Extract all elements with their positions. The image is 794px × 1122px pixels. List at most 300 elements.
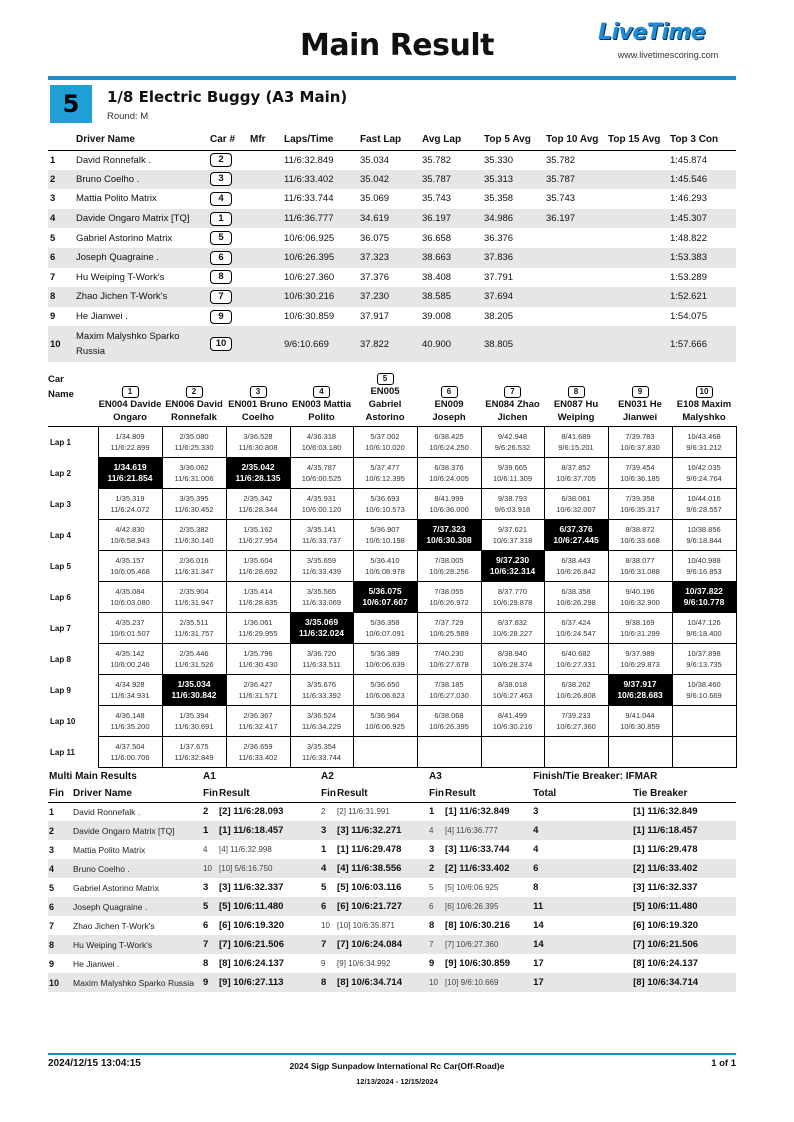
driver-column-name: EN009 Joseph — [432, 399, 466, 423]
avg-lap: 36.197 — [420, 209, 482, 229]
lap-total-time: 9/6:31.212 — [686, 443, 722, 452]
event-name: 2024 Sigp Sunpadow International Rc Car(Off-Road)e — [289, 1061, 505, 1071]
lap-total-time: 11/6:30.430 — [238, 660, 278, 669]
lap-total-time: 9/6:28.557 — [686, 505, 722, 514]
lap-cell — [544, 644, 608, 675]
lap-total-time: 10/6:32.900 — [620, 598, 660, 607]
lap-total-time: 11/6:35.200 — [110, 722, 150, 731]
lap-cell — [672, 427, 736, 458]
lap-total-time: 11/6:33.069 — [301, 598, 342, 607]
lap-pos-time: 2/35.042 — [241, 462, 275, 472]
lap-cell — [226, 613, 290, 644]
lap-total-time: 10/6:03.180 — [301, 443, 342, 452]
lap-cell — [417, 458, 481, 489]
lap-pos-time: 1/35.319 — [115, 494, 145, 503]
driver-column-name: EN001 Bruno Coelho — [228, 399, 288, 423]
a3-finish: 3 — [429, 844, 435, 855]
lap-cell — [417, 489, 481, 520]
lap-pos-time: 8/37.770 — [497, 587, 528, 596]
car-number-cell — [208, 307, 248, 327]
table-row — [48, 170, 736, 190]
lap-row — [48, 737, 736, 768]
final-position: 8 — [48, 935, 72, 954]
col-avg-lap: Avg Lap — [420, 130, 482, 150]
lap-pos-time: 9/37.989 — [625, 649, 655, 658]
lap-pos-time: 5/36.650 — [370, 680, 400, 689]
race-round: Round: M — [107, 111, 149, 122]
car-number-cell — [208, 268, 248, 288]
table-row — [48, 802, 736, 821]
lap-pos-time: 3/36.062 — [179, 463, 209, 472]
multi-main-header — [48, 785, 736, 802]
lap-total-time: 10/6:27.030 — [429, 691, 469, 700]
table-row — [48, 859, 736, 878]
lap-cell — [672, 675, 736, 706]
driver-column-header — [162, 372, 226, 427]
lap-pos-time: 8/38.077 — [625, 556, 655, 565]
lap-pos-time: 4/35.084 — [115, 587, 145, 596]
driver-column-header — [226, 372, 290, 427]
lap-cell — [290, 706, 353, 737]
lap-pos-time: 5/36.410 — [370, 556, 400, 565]
lap-cell — [544, 737, 608, 768]
multi-main-title-row — [48, 768, 736, 785]
col-a2-fin: Fin — [320, 785, 336, 802]
lap-total-time: 10/6:25.589 — [429, 629, 469, 638]
fast-lap: 37.917 — [360, 311, 390, 323]
driver-name: Gabriel Astorino Matrix — [73, 882, 159, 893]
event-dates: 12/13/2024 - 12/15/2024 — [356, 1077, 438, 1086]
driver-name: Bruno Coelho . — [74, 170, 208, 190]
car-number: 4 — [313, 386, 330, 398]
lap-total-time: 10/6:31.088 — [620, 567, 660, 576]
top5-avg: 35.330 — [484, 154, 514, 166]
tie-breaker: [3] 11/6:32.337 — [633, 882, 698, 893]
a3-result: [2] 11/6:33.402 — [444, 859, 532, 878]
table-row — [48, 307, 736, 327]
lap-total-time: 10/6:00.525 — [301, 474, 342, 483]
lap-total-time: 10/6:26.395 — [429, 722, 469, 731]
lap-times-table — [48, 372, 737, 768]
lap-cell — [353, 551, 417, 582]
driver-name: Zhao Jichen T-Work's — [73, 920, 155, 931]
multi-main-title: Multi Main Results — [49, 771, 137, 782]
lap-total-time: 10/6:06.639 — [365, 660, 405, 669]
main-results-header — [48, 130, 736, 150]
a1-result: [1] 11/6:18.457 — [218, 821, 320, 840]
lap-total-time: 11/6:33.737 — [301, 536, 342, 545]
lap-row — [48, 489, 736, 520]
a3-result: [3] 11/6:33.744 — [445, 844, 510, 855]
final-position: 1 — [49, 806, 55, 817]
lap-pos-time: 2/35.080 — [179, 432, 209, 441]
top15-avg — [606, 326, 668, 362]
lap-label: Lap 6 — [50, 592, 71, 602]
lap-cell — [98, 458, 162, 489]
lap-cell — [481, 706, 544, 737]
lap-pos-time: 4/35.237 — [115, 618, 145, 627]
manufacturer — [248, 228, 282, 248]
lap-pos-time: 6/38.358 — [561, 587, 591, 596]
lap-total-time: 10/6:27.331 — [556, 660, 596, 669]
lap-cell — [162, 489, 226, 520]
lap-pos-time: 2/36.659 — [243, 742, 273, 751]
lap-pos-time: 7/39.358 — [625, 494, 655, 503]
table-row — [48, 840, 736, 859]
lap-total-time: 10/6:26.808 — [556, 691, 596, 700]
laps-time: 11/6:36.777 — [282, 209, 358, 229]
top5-avg: 35.358 — [484, 193, 514, 205]
lap-row — [48, 582, 736, 613]
lap-total-time: 10/6:36.000 — [429, 505, 469, 514]
lap-cell — [481, 489, 544, 520]
a2-result: [2] 11/6:31.991 — [337, 807, 390, 817]
car-number: 8 — [568, 386, 585, 398]
lap-total-time: 10/6:36.185 — [620, 474, 660, 483]
a3-finish: 9 — [429, 958, 435, 969]
finish-position: 8 — [48, 287, 74, 307]
lap-total-time: 10/6:26.842 — [556, 567, 596, 576]
lap-cell — [98, 520, 162, 551]
fast-lap: 35.034 — [360, 154, 390, 166]
lap-pos-time: 6/37.424 — [561, 618, 591, 627]
lap-total-time: 9/6:16.853 — [686, 567, 722, 576]
a2-result: [3] 11/6:32.271 — [336, 821, 428, 840]
a2-finish: 4 — [320, 859, 336, 878]
lap-total-time: 9/6:13.735 — [686, 660, 722, 669]
manufacturer — [248, 268, 282, 288]
lap-total-time: 11/6:31.571 — [238, 691, 278, 700]
lap-pos-time: 2/36.427 — [243, 680, 273, 689]
lap-row — [48, 551, 736, 582]
col-a1-fin: Fin — [202, 785, 218, 802]
driver-column-header — [672, 372, 736, 427]
lap-total-time: 10/6:31.299 — [620, 629, 660, 638]
lap-cell — [353, 706, 417, 737]
lap-pos-time: 6/37.376 — [559, 524, 593, 534]
lap-pos-time: 10/38.460 — [687, 680, 721, 689]
car-number: 6 — [441, 386, 458, 398]
lap-total-time: 11/6:30.842 — [171, 690, 217, 700]
driver-column-name: EN005 Gabriel Astorino — [365, 386, 405, 423]
lap-pos-time: 2/35.382 — [179, 525, 209, 534]
total-points: 4 — [533, 844, 539, 855]
finish-position: 3 — [50, 193, 56, 205]
top5-avg: 38.205 — [484, 311, 514, 323]
a3-finish: 6 — [428, 897, 444, 916]
lap-cell — [353, 644, 417, 675]
top3-con: 1:53.289 — [670, 271, 707, 283]
lap-total-time: 11/6:31.526 — [174, 660, 214, 669]
driver-name: Maxim Malyshko Sparko Russia — [74, 326, 208, 362]
lap-total-time: 10/6:24.005 — [429, 474, 469, 483]
lap-pos-time: 2/35.904 — [179, 587, 209, 596]
lap-label: Lap 10 — [50, 716, 76, 726]
a3-result: [4] 11/6:36.777 — [444, 821, 532, 840]
laps-time: 10/6:27.360 — [284, 271, 335, 283]
tie-breaker: [8] 10/6:24.137 — [633, 958, 699, 969]
top15-avg — [606, 170, 668, 190]
lap-total-time: 11/6:22.899 — [110, 443, 150, 452]
lap-total-time: 10/6:37.830 — [620, 443, 660, 452]
lap-pos-time: 8/41.999 — [434, 494, 464, 503]
lap-pos-time: 9/42.948 — [497, 432, 528, 441]
lap-cell — [417, 582, 481, 613]
lap-cell — [226, 706, 290, 737]
lap-pos-time: 6/40.682 — [561, 649, 591, 658]
lap-total-time: 10/6:29.878 — [492, 598, 533, 607]
lap-total-time: 11/6:34.931 — [110, 691, 150, 700]
lap-total-time: 11/6:30.808 — [238, 443, 278, 452]
top3-con: 1:46.293 — [670, 193, 707, 205]
table-row — [48, 248, 736, 268]
lap-pos-time: 1/35.394 — [179, 711, 209, 720]
lap-cell — [162, 551, 226, 582]
a3-finish: 2 — [428, 859, 444, 878]
manufacturer — [248, 287, 282, 307]
a1-result: [9] 10/6:27.113 — [218, 973, 320, 992]
driver-name: Joseph Quagraine . — [72, 897, 202, 916]
lap-total-time: 10/6:07.607 — [362, 597, 408, 607]
a1-result: [4] 11/6:32.998 — [219, 845, 272, 854]
total-points: 14 — [533, 920, 544, 931]
lap-cell — [98, 737, 162, 768]
driver-column-name: E108 Maxim Malyshko — [676, 399, 732, 423]
table-row — [48, 326, 736, 362]
total-points: 3 — [533, 806, 539, 818]
fast-lap: 37.376 — [360, 271, 390, 283]
driver-column-header — [608, 372, 672, 427]
lap-cell — [226, 582, 290, 613]
lap-pos-time: 1/35.604 — [243, 556, 273, 565]
driver-name: Maxim Malyshko Sparko Russia — [72, 973, 202, 992]
driver-name: Davide Ongaro Matrix [TQ] — [72, 821, 202, 840]
lap-pos-time: 10/37.898 — [687, 649, 721, 658]
lap-pos-time: 7/37.729 — [434, 618, 464, 627]
a3-result: [7] 10/6:27.360 — [444, 935, 532, 954]
total-points: 6 — [532, 859, 632, 878]
finish-position: 2 — [48, 170, 74, 190]
lap-cell — [481, 644, 544, 675]
lap-cell — [544, 489, 608, 520]
lap-total-time: 10/6:27.360 — [556, 722, 596, 731]
a3-result: [1] 11/6:32.849 — [445, 806, 510, 818]
lap-label-header — [48, 372, 98, 427]
lap-pos-time: 4/35.142 — [115, 649, 145, 658]
finish-position: 1 — [50, 154, 56, 166]
top15-avg — [606, 307, 668, 327]
lap-cell — [226, 737, 290, 768]
a3-result: [5] 10/6:06.925 — [445, 883, 499, 892]
lap-cell — [98, 582, 162, 613]
col-fast-lap: Fast Lap — [358, 130, 420, 150]
lap-pos-time: 3/36.524 — [306, 711, 337, 720]
lap-pos-time: 10/37.822 — [685, 586, 723, 596]
group-a1: A1 — [203, 771, 216, 782]
lap-total-time: 9/6:15.201 — [558, 443, 594, 452]
top5-avg: 37.791 — [484, 271, 514, 283]
lap-pos-time: 8/38.872 — [625, 525, 655, 534]
lap-total-time: 11/6:29.955 — [238, 629, 278, 638]
lap-cell — [162, 520, 226, 551]
lap-cell — [417, 427, 481, 458]
car-number: 3 — [210, 172, 232, 186]
lap-cell — [290, 582, 353, 613]
lap-cell — [290, 737, 353, 768]
lap-total-time: 10/6:10.573 — [365, 505, 405, 514]
a1-finish: 8 — [203, 958, 209, 969]
lap-total-time: 10/6:33.668 — [620, 536, 660, 545]
lap-pos-time: 10/44.016 — [687, 494, 721, 503]
driver-name: He Jianwei . — [76, 311, 128, 323]
lap-pos-time: 5/36.075 — [368, 586, 402, 596]
table-row — [48, 228, 736, 248]
top10-avg — [544, 307, 606, 327]
a3-result: [6] 10/6:26.395 — [444, 897, 532, 916]
lap-cell — [608, 489, 672, 520]
lap-cell — [544, 520, 608, 551]
driver-name: Joseph Quagraine . — [74, 248, 208, 268]
lap-total-time: 10/6:07.091 — [365, 629, 405, 638]
lap-cell — [226, 458, 290, 489]
col-a1-result: Result — [218, 785, 320, 802]
a2-finish: 6 — [320, 897, 336, 916]
lap-pos-time: 8/38.940 — [497, 649, 528, 658]
table-row — [48, 973, 736, 992]
col-fin: Fin — [48, 785, 72, 802]
top3-con: 1:54.075 — [670, 311, 707, 323]
lap-pos-time: 3/35.565 — [306, 587, 337, 596]
lap-cell — [672, 489, 736, 520]
lap-cell — [672, 706, 736, 737]
col-car: Car # — [208, 130, 248, 150]
top5-avg: 38.805 — [482, 326, 544, 362]
lap-total-time: 10/6:27.445 — [553, 535, 599, 545]
car-number-cell — [208, 326, 248, 362]
laps-time: 10/6:06.925 — [284, 232, 335, 244]
lap-cell — [353, 489, 417, 520]
car-number: 9 — [210, 310, 232, 324]
fast-lap: 36.075 — [360, 232, 390, 244]
lap-pos-time: 8/41.689 — [561, 432, 591, 441]
lap-pos-time: 9/37.230 — [495, 555, 530, 565]
lap-pos-time: 9/39.665 — [497, 463, 528, 472]
lap-row — [48, 458, 736, 489]
top5-avg: 36.376 — [484, 232, 514, 244]
car-number-cell — [208, 209, 248, 229]
lap-pos-time: 4/37.504 — [115, 742, 145, 751]
top15-avg — [606, 248, 668, 268]
manufacturer — [248, 170, 282, 190]
lap-cell — [290, 489, 353, 520]
laps-time: 10/6:30.859 — [284, 311, 335, 323]
a2-finish: 8 — [320, 973, 336, 992]
lap-total-time: 11/6:33.744 — [301, 753, 342, 762]
lap-cell — [162, 613, 226, 644]
lap-pos-time: 3/36.720 — [306, 649, 337, 658]
lap-table-header — [48, 372, 736, 427]
lap-pos-time: 7/39.233 — [561, 711, 591, 720]
lap-cell — [98, 706, 162, 737]
driver-column-header — [98, 372, 162, 427]
col-a3-result: Result — [444, 785, 532, 802]
lap-cell — [290, 613, 353, 644]
a1-finish: 9 — [202, 973, 218, 992]
lap-total-time: 11/6:00.706 — [110, 753, 150, 762]
col-a3-fin: Fin — [428, 785, 444, 802]
lap-total-time: 11/6:31.006 — [174, 474, 214, 483]
lap-total-time: 11/6:32.417 — [238, 722, 278, 731]
top15-avg — [606, 287, 668, 307]
lap-cell — [672, 520, 736, 551]
car-number: 5 — [377, 373, 394, 385]
lap-cell — [417, 613, 481, 644]
lap-pos-time: 5/37.477 — [370, 463, 400, 472]
lap-total-time: 11/6:28.135 — [235, 473, 281, 483]
lap-cell — [290, 551, 353, 582]
lap-total-time: 10/6:26.298 — [556, 598, 596, 607]
a1-result: [7] 10/6:21.506 — [218, 935, 320, 954]
lap-total-time: 11/6:32.024 — [299, 628, 344, 638]
lap-cell — [98, 644, 162, 675]
fast-lap: 37.822 — [358, 326, 420, 362]
a1-result: [3] 11/6:32.337 — [219, 882, 284, 893]
lap-total-time: 10/6:37.705 — [556, 474, 596, 483]
driver-column-name: EN087 Hu Weiping — [553, 399, 599, 423]
lap-total-time: 10/6:03.080 — [110, 598, 150, 607]
lap-cell — [162, 737, 226, 768]
col-total: Total — [532, 785, 632, 802]
top3-con: 1:53.383 — [668, 248, 736, 268]
lap-cell — [226, 520, 290, 551]
lap-total-time: 10/6:30.859 — [620, 722, 660, 731]
lap-cell — [544, 613, 608, 644]
lap-total-time: 10/6:00.246 — [110, 660, 150, 669]
lap-total-time: 9/6:18.844 — [686, 536, 722, 545]
a3-finish: 4 — [428, 821, 444, 840]
lap-pos-time: 7/39.783 — [625, 432, 655, 441]
lap-pos-time: 5/36.907 — [370, 525, 400, 534]
driver-name: David Ronnefalk . — [76, 154, 151, 166]
a1-result: [8] 10/6:24.137 — [219, 958, 284, 969]
lap-cell — [290, 458, 353, 489]
top10-avg — [544, 248, 606, 268]
col-top10: Top 10 Avg — [544, 130, 606, 150]
tie-breaker: [6] 10/6:19.320 — [633, 920, 699, 931]
col-driver: Driver Name — [72, 785, 202, 802]
lap-cell — [544, 427, 608, 458]
lap-total-time: 9/6:10.669 — [686, 691, 722, 700]
header-divider — [48, 76, 736, 80]
lap-pos-time: 10/40.988 — [687, 556, 721, 565]
lap-pos-time: 8/41.499 — [497, 711, 528, 720]
a2-result: [5] 10/6:03.116 — [337, 882, 402, 893]
lap-pos-time: 2/35.511 — [179, 618, 209, 627]
lap-pos-time: 5/36.693 — [370, 494, 400, 503]
lap-cell — [608, 613, 672, 644]
total-points: 8 — [533, 882, 539, 893]
total-points: 14 — [532, 935, 632, 954]
lap-pos-time: 7/38.055 — [434, 587, 464, 596]
lap-cell — [608, 551, 672, 582]
lap-cell — [162, 458, 226, 489]
tie-breaker: [2] 11/6:33.402 — [632, 859, 736, 878]
lap-cell — [162, 675, 226, 706]
lap-row — [48, 427, 736, 458]
top3-con: 1:52.621 — [668, 287, 736, 307]
lap-total-time: 10/6:00.120 — [301, 505, 342, 514]
lap-total-time: 10/6:58.943 — [110, 536, 150, 545]
